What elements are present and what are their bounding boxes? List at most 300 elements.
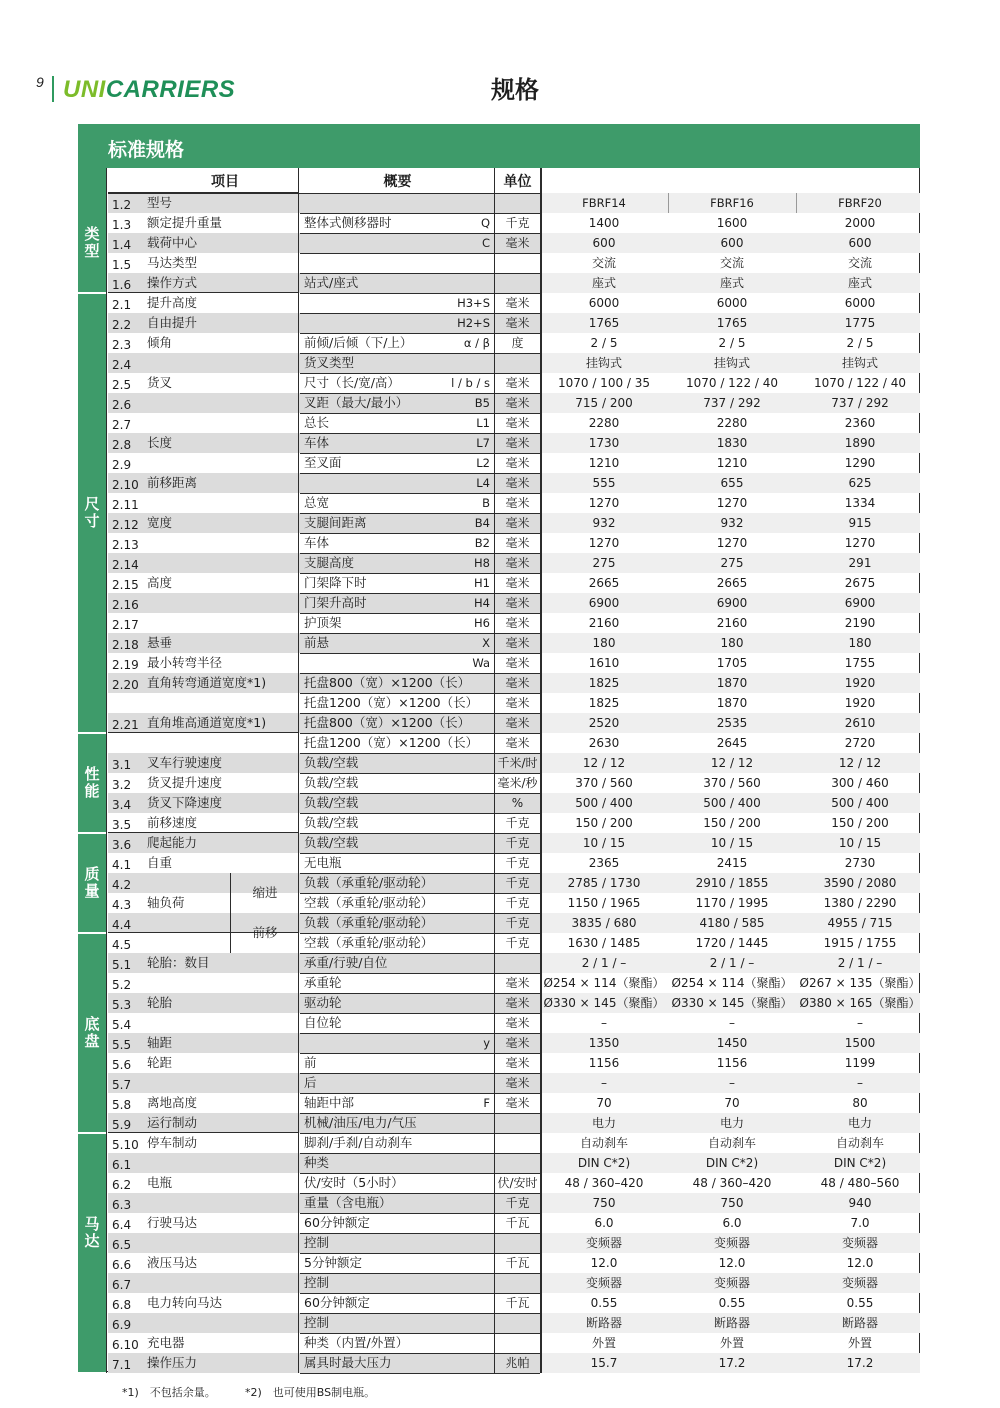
value-cell: 1400 — [588, 216, 620, 230]
row-summary: 后 — [304, 1075, 317, 1090]
group-label-char: 达 — [84, 1232, 100, 1250]
value-cell: 2000 — [844, 216, 876, 230]
group-label-char: 量 — [84, 882, 100, 900]
value-cell: 6000 — [716, 296, 748, 310]
value-cell: 10 / 15 — [838, 836, 882, 850]
row-summary: 负载/空载 — [304, 835, 359, 850]
row-number: 1.3 — [112, 218, 132, 232]
group-line — [108, 292, 298, 293]
row-number: 5.1 — [112, 958, 132, 972]
value-cell: 挂钩式 — [713, 356, 750, 370]
value-cell: 1270 — [716, 496, 748, 510]
value-cell: 2 / 5 — [718, 336, 746, 350]
value-cell: 70 — [724, 1096, 740, 1110]
row-number: 5.7 — [112, 1078, 132, 1092]
row-unit: 毫米 — [505, 1016, 530, 1030]
value-cell: 180 — [848, 636, 872, 650]
col-line-item — [298, 168, 299, 1373]
row-item: 货叉提升速度 — [147, 775, 223, 790]
row-symbol: H6 — [474, 616, 490, 630]
row-summary: 站式/座式 — [304, 275, 359, 290]
value-cell: 370 / 560 — [703, 776, 761, 790]
value-cell: 2910 / 1855 — [695, 876, 769, 890]
row-number: 5.8 — [112, 1098, 132, 1112]
value-cell: 180 — [720, 636, 744, 650]
value-cell: 1765 — [588, 316, 620, 330]
value-cell: 1720 / 1445 — [695, 936, 769, 950]
row-summary: 承重轮 — [304, 975, 342, 990]
group-label-char: 尺 — [84, 495, 100, 513]
row-number: 4.3 — [112, 898, 132, 912]
row-number: 6.8 — [112, 1298, 132, 1312]
row-summary: 总宽 — [304, 495, 330, 510]
row-number: 1.2 — [112, 198, 132, 212]
row-unit: % — [511, 796, 524, 810]
row-number: 2.15 — [112, 578, 139, 592]
value-cell: 2 / 1 / – — [837, 956, 883, 970]
value-cell: 1775 — [844, 316, 876, 330]
row-number: 3.2 — [112, 778, 132, 792]
row-item: 操作方式 — [147, 275, 198, 290]
value-cell: 150 / 200 — [831, 816, 889, 830]
value-cell: – — [601, 1076, 607, 1090]
row-number: 4.5 — [112, 938, 132, 952]
value-cell: 180 — [592, 636, 616, 650]
value-cell: 变频器 — [841, 1236, 878, 1250]
row-unit: 毫米 — [505, 416, 530, 430]
row-number: 6.4 — [112, 1218, 132, 1232]
group-label — [78, 1016, 106, 1050]
value-cell: 655 — [720, 476, 744, 490]
row-unit: 千克 — [505, 816, 530, 830]
group-label-char: 盘 — [84, 1032, 100, 1050]
value-cell: 2720 — [844, 736, 876, 750]
value-cell: 2160 — [716, 616, 748, 630]
row-unit: 毫米 — [505, 656, 530, 670]
row-unit: 毫米 — [505, 1056, 530, 1070]
value-cell: 1870 — [716, 676, 748, 690]
value-col-line — [668, 193, 669, 213]
value-cell: 2 / 5 — [846, 336, 874, 350]
row-item: 马达类型 — [147, 255, 198, 270]
row-number: 6.9 — [112, 1318, 132, 1332]
value-cell: 2730 — [844, 856, 876, 870]
group-label — [78, 766, 106, 800]
row-summary: 控制 — [304, 1315, 330, 1330]
row-unit: 毫米 — [505, 1076, 530, 1090]
value-cell: 2160 — [588, 616, 620, 630]
value-cell: 外置 — [847, 1336, 872, 1350]
row-number: 3.6 — [112, 838, 132, 852]
value-cell: 80 — [852, 1096, 868, 1110]
row-unit: 千克 — [505, 856, 530, 870]
row-unit: 毫米/秒 — [497, 776, 538, 790]
row-number: 1.5 — [112, 258, 132, 272]
row-symbol: H4 — [474, 596, 490, 610]
row-summary: 托盘800（宽）×1200（长） — [304, 715, 471, 730]
group-label-char: 质 — [84, 865, 100, 883]
row-item: 前移速度 — [147, 815, 198, 830]
value-cell: 1270 — [588, 496, 620, 510]
row-symbol: y — [483, 1036, 490, 1050]
row-number: 6.6 — [112, 1258, 132, 1272]
value-cell: 1199 — [844, 1056, 876, 1070]
value-cell: 0.55 — [590, 1296, 618, 1310]
row-number: 2.13 — [112, 538, 139, 552]
value-cell: 737 / 292 — [831, 396, 889, 410]
row-summary: 托盘1200（宽）×1200（长） — [304, 735, 479, 750]
value-cell: 变频器 — [585, 1276, 622, 1290]
row-item: 额定提升重量 — [147, 215, 223, 230]
value-cell: Ø330 × 145（聚酯） — [543, 996, 665, 1010]
page-number: 9 — [36, 74, 44, 90]
value-cell: 1825 — [588, 696, 620, 710]
row-symbol: B4 — [474, 516, 490, 530]
row-item: 直角转弯通道宽度*1) — [147, 675, 267, 690]
value-cell: 2190 — [844, 616, 876, 630]
value-cell: 2280 — [588, 416, 620, 430]
row-summary: 货叉类型 — [304, 355, 355, 370]
row-summary: 控制 — [304, 1275, 330, 1290]
value-cell: 1156 — [716, 1056, 748, 1070]
value-cell: 断路器 — [841, 1316, 878, 1330]
row-unit: 毫米 — [505, 496, 530, 510]
value-cell: 12.0 — [846, 1256, 874, 1270]
value-cell: 断路器 — [585, 1316, 622, 1330]
row-summary: 负载/空载 — [304, 795, 359, 810]
row-item: 行驶马达 — [147, 1215, 198, 1230]
row-item: 长度 — [147, 435, 173, 450]
row-summary: 伏/安时（5小时） — [304, 1175, 404, 1190]
row-summary: 托盘800（宽）×1200（长） — [304, 675, 471, 690]
row-number: 4.2 — [112, 878, 132, 892]
value-cell: 4180 / 585 — [699, 916, 765, 930]
value-cell: 1070 / 100 / 35 — [557, 376, 651, 390]
row-summary: 至叉面 — [304, 455, 342, 470]
value-cell: 1600 — [716, 216, 748, 230]
row-number: 5.9 — [112, 1118, 132, 1132]
row-unit: 千米/时 — [497, 756, 538, 770]
row-item: 自重 — [147, 855, 173, 870]
row-unit: 毫米 — [505, 576, 530, 590]
row-summary: 前悬 — [304, 635, 330, 650]
row-unit: 千瓦 — [505, 1256, 530, 1270]
row-line — [300, 1233, 540, 1234]
value-cell: 1270 — [844, 536, 876, 550]
row-item: 操作压力 — [147, 1355, 198, 1370]
value-cell: FBRF14 — [582, 196, 626, 210]
value-cell: 2 / 1 / – — [581, 956, 627, 970]
value-cell: 500 / 400 — [703, 796, 761, 810]
row-item: 轴负荷 — [147, 895, 185, 910]
value-cell: 1150 / 1965 — [567, 896, 641, 910]
row-number: 2.16 — [112, 598, 139, 612]
row-item: 电力转向马达 — [147, 1295, 223, 1310]
value-cell: 1170 / 1995 — [695, 896, 769, 910]
value-cell: 150 / 200 — [575, 816, 633, 830]
group-separator — [78, 832, 106, 834]
value-cell: 600 — [720, 236, 744, 250]
value-cell: 1705 — [716, 656, 748, 670]
value-cell: 737 / 292 — [703, 396, 761, 410]
value-cell: 变频器 — [585, 1236, 622, 1250]
row-summary: 脚刹/手刹/自动刹车 — [304, 1135, 413, 1150]
value-cell: – — [729, 1076, 735, 1090]
value-cell: 555 — [592, 476, 616, 490]
value-cell: 6000 — [844, 296, 876, 310]
row-line — [300, 1273, 540, 1274]
value-cell: 12.0 — [718, 1256, 746, 1270]
value-cell: 1270 — [588, 536, 620, 550]
group-separator — [78, 1132, 106, 1134]
value-cell: – — [857, 1016, 863, 1030]
row-unit: 毫米 — [505, 1036, 530, 1050]
value-cell: 2520 — [588, 716, 620, 730]
value-cell: 座式 — [591, 276, 616, 290]
group-label — [78, 866, 106, 900]
value-cell: 1920 — [844, 676, 876, 690]
value-cell: 1610 — [588, 656, 620, 670]
row-summary: 门架降下时 — [304, 575, 367, 590]
row-number: 2.21 — [112, 718, 139, 732]
group-label-char: 能 — [84, 782, 100, 800]
row-summary: 总长 — [304, 415, 330, 430]
value-cell: 10 / 15 — [582, 836, 626, 850]
row-symbol: B — [482, 496, 490, 510]
row-unit: 毫米 — [505, 736, 530, 750]
row-item: 轮胎 — [147, 995, 173, 1010]
row-number: 2.14 — [112, 558, 139, 572]
row-summary: 负载/空载 — [304, 755, 359, 770]
value-cell: 1825 — [588, 676, 620, 690]
value-cell: 电力 — [847, 1116, 872, 1130]
row-number: 6.1 — [112, 1158, 132, 1172]
row-symbol: L1 — [476, 416, 490, 430]
row-unit: 千克 — [505, 916, 530, 930]
row-line — [300, 1373, 540, 1374]
row-symbol: F — [483, 1096, 490, 1110]
value-cell: 自动刹车 — [707, 1136, 756, 1150]
row-summary: 种类（内置/外置） — [304, 1335, 409, 1350]
row-summary: 60分钟额定 — [304, 1295, 370, 1310]
value-cell: 变频器 — [713, 1236, 750, 1250]
row-summary: 支腿间距离 — [304, 515, 367, 530]
value-cell: 2665 — [588, 576, 620, 590]
value-cell: 17.2 — [846, 1356, 874, 1370]
row-summary: 承重/行驶/自位 — [304, 955, 388, 970]
row-symbol: α / β — [463, 336, 490, 350]
row-unit: 毫米 — [505, 676, 530, 690]
row-summary: 空载（承重轮/驱动轮） — [304, 935, 434, 950]
value-cell: 150 / 200 — [703, 816, 761, 830]
row-item: 载荷中心 — [147, 235, 198, 250]
row-unit: 毫米 — [505, 536, 530, 550]
value-cell: FBRF16 — [710, 196, 754, 210]
row-item: 轮胎：数目 — [147, 955, 210, 970]
row-number: 2.2 — [112, 318, 132, 332]
row-unit: 千克 — [505, 876, 530, 890]
value-cell: 1890 — [844, 436, 876, 450]
value-cell: 6900 — [588, 596, 620, 610]
value-cell: 1870 — [716, 696, 748, 710]
value-cell: 外置 — [719, 1336, 744, 1350]
col-line-left — [106, 168, 107, 1373]
row-shade — [108, 1073, 540, 1093]
value-cell: 17.2 — [718, 1356, 746, 1370]
row-number: 3.5 — [112, 818, 132, 832]
row-symbol: H2+S — [457, 316, 490, 330]
group-label-char: 马 — [84, 1215, 100, 1233]
row-item: 电瓶 — [147, 1175, 173, 1190]
row-number: 1.6 — [112, 278, 132, 292]
row-number: 2.7 — [112, 418, 132, 432]
value-cell: 1830 — [716, 436, 748, 450]
row-item: 型号 — [147, 195, 173, 210]
row-summary: 托盘1200（宽）×1200（长） — [304, 695, 479, 710]
value-cell: 2645 — [716, 736, 748, 750]
value-cell: 370 / 560 — [575, 776, 633, 790]
value-cell: 4955 / 715 — [827, 916, 893, 930]
row-summary: 控制 — [304, 1235, 330, 1250]
row-unit: 毫米 — [505, 716, 530, 730]
value-cell: Ø330 × 145（聚酯） — [671, 996, 793, 1010]
value-cell: 外置 — [591, 1336, 616, 1350]
row-number: 3.1 — [112, 758, 132, 772]
value-cell: – — [857, 1076, 863, 1090]
value-cell: DIN C*2) — [705, 1156, 759, 1170]
value-cell: 1270 — [716, 536, 748, 550]
value-cell: Ø267 × 135（聚酯） — [799, 976, 921, 990]
row-symbol: L2 — [476, 456, 490, 470]
value-cell: 12 / 12 — [838, 756, 882, 770]
row-symbol: l / b / s — [451, 376, 490, 390]
row-summary: 机械/油压/电力/气压 — [304, 1115, 417, 1130]
subitem-col-line — [230, 873, 231, 953]
value-cell: 1755 — [844, 656, 876, 670]
row-unit: 毫米 — [505, 296, 530, 310]
value-cell: 6.0 — [722, 1216, 742, 1230]
value-cell: 2610 — [844, 716, 876, 730]
value-cell: 48 / 480–560 — [820, 1176, 900, 1190]
value-cell: Ø380 × 165（聚酯） — [799, 996, 921, 1010]
row-symbol: B5 — [474, 396, 490, 410]
row-item: 轴距 — [147, 1035, 173, 1050]
row-summary: 负载（承重轮/驱动轮） — [304, 915, 434, 930]
value-cell: 挂钩式 — [841, 356, 878, 370]
value-cell: 291 — [848, 556, 872, 570]
row-unit: 千瓦 — [505, 1216, 530, 1230]
row-number: 2.6 — [112, 398, 132, 412]
row-unit: 毫米 — [505, 476, 530, 490]
row-symbol: B2 — [474, 536, 490, 550]
row-summary: 60分钟额定 — [304, 1215, 370, 1230]
row-summary: 负载/空载 — [304, 775, 359, 790]
value-cell: 932 — [592, 516, 616, 530]
row-number: 6.7 — [112, 1278, 132, 1292]
footnote-2: *2) 也可使用BS制电瓶。 — [245, 1386, 376, 1399]
value-cell: 2 / 1 / – — [709, 956, 755, 970]
value-cell: 600 — [848, 236, 872, 250]
value-cell: 1070 / 122 / 40 — [813, 376, 907, 390]
value-cell: 1210 — [588, 456, 620, 470]
row-line — [300, 1313, 540, 1314]
row-number: 5.3 — [112, 998, 132, 1012]
row-number: 2.19 — [112, 658, 139, 672]
row-number: 2.1 — [112, 298, 132, 312]
row-item: 货叉 — [147, 375, 173, 390]
value-cell: 1765 — [716, 316, 748, 330]
row-unit: 毫米 — [505, 976, 530, 990]
row-summary: 空载（承重轮/驱动轮） — [304, 895, 434, 910]
footnote-1: *1) 不包括余量。 — [122, 1386, 216, 1399]
value-cell: 6900 — [716, 596, 748, 610]
value-cell: 1210 — [716, 456, 748, 470]
value-cell: DIN C*2) — [577, 1156, 631, 1170]
value-cell: 挂钩式 — [585, 356, 622, 370]
row-unit: 千克 — [505, 216, 530, 230]
row-shade — [108, 193, 540, 213]
value-cell: 2665 — [716, 576, 748, 590]
row-item: 离地高度 — [147, 1095, 198, 1110]
row-number: 2.12 — [112, 518, 139, 532]
row-number: 6.5 — [112, 1238, 132, 1252]
row-summary: 自位轮 — [304, 1015, 342, 1030]
value-cell: 2630 — [588, 736, 620, 750]
group-line — [108, 192, 298, 193]
row-summary: 前倾/后倾（下/上） — [304, 335, 413, 350]
row-symbol: H1 — [474, 576, 490, 590]
row-symbol: X — [482, 636, 490, 650]
row-number: 6.2 — [112, 1178, 132, 1192]
row-summary: 车体 — [304, 435, 330, 450]
row-summary: 无电瓶 — [304, 855, 342, 870]
row-summary: 驱动轮 — [304, 995, 342, 1010]
value-col-line — [796, 193, 797, 213]
row-symbol: Wa — [472, 656, 490, 670]
value-cell: 交流 — [591, 256, 616, 270]
value-cell: 3835 / 680 — [571, 916, 637, 930]
row-unit: 毫米 — [505, 636, 530, 650]
row-summary: 轴距中部 — [304, 1095, 355, 1110]
value-cell: 275 — [592, 556, 616, 570]
value-cell: 2 / 5 — [590, 336, 618, 350]
row-number: 2.11 — [112, 498, 139, 512]
group-label — [78, 226, 106, 260]
value-cell: 1156 — [588, 1056, 620, 1070]
value-cell: 2365 — [588, 856, 620, 870]
value-cell: 变频器 — [713, 1276, 750, 1290]
row-number: 5.4 — [112, 1018, 132, 1032]
row-number: 5.5 — [112, 1038, 132, 1052]
row-summary: 支腿高度 — [304, 555, 355, 570]
row-number: 2.18 — [112, 638, 139, 652]
row-number: 2.9 — [112, 458, 132, 472]
row-number: 5.6 — [112, 1058, 132, 1072]
row-item: 液压马达 — [147, 1255, 198, 1270]
row-item: 轮距 — [147, 1055, 173, 1070]
column-header-item: 项目 — [211, 174, 239, 190]
value-cell: 1290 — [844, 456, 876, 470]
row-number: 2.10 — [112, 478, 139, 492]
value-cell: 12 / 12 — [582, 756, 626, 770]
group-label-char: 性 — [84, 765, 100, 783]
row-unit: 毫米 — [505, 1096, 530, 1110]
group-label — [78, 1216, 106, 1250]
value-cell: 625 — [848, 476, 872, 490]
value-cell: 1915 / 1755 — [823, 936, 897, 950]
value-cell: 10 / 15 — [710, 836, 754, 850]
row-item: 提升高度 — [147, 295, 198, 310]
